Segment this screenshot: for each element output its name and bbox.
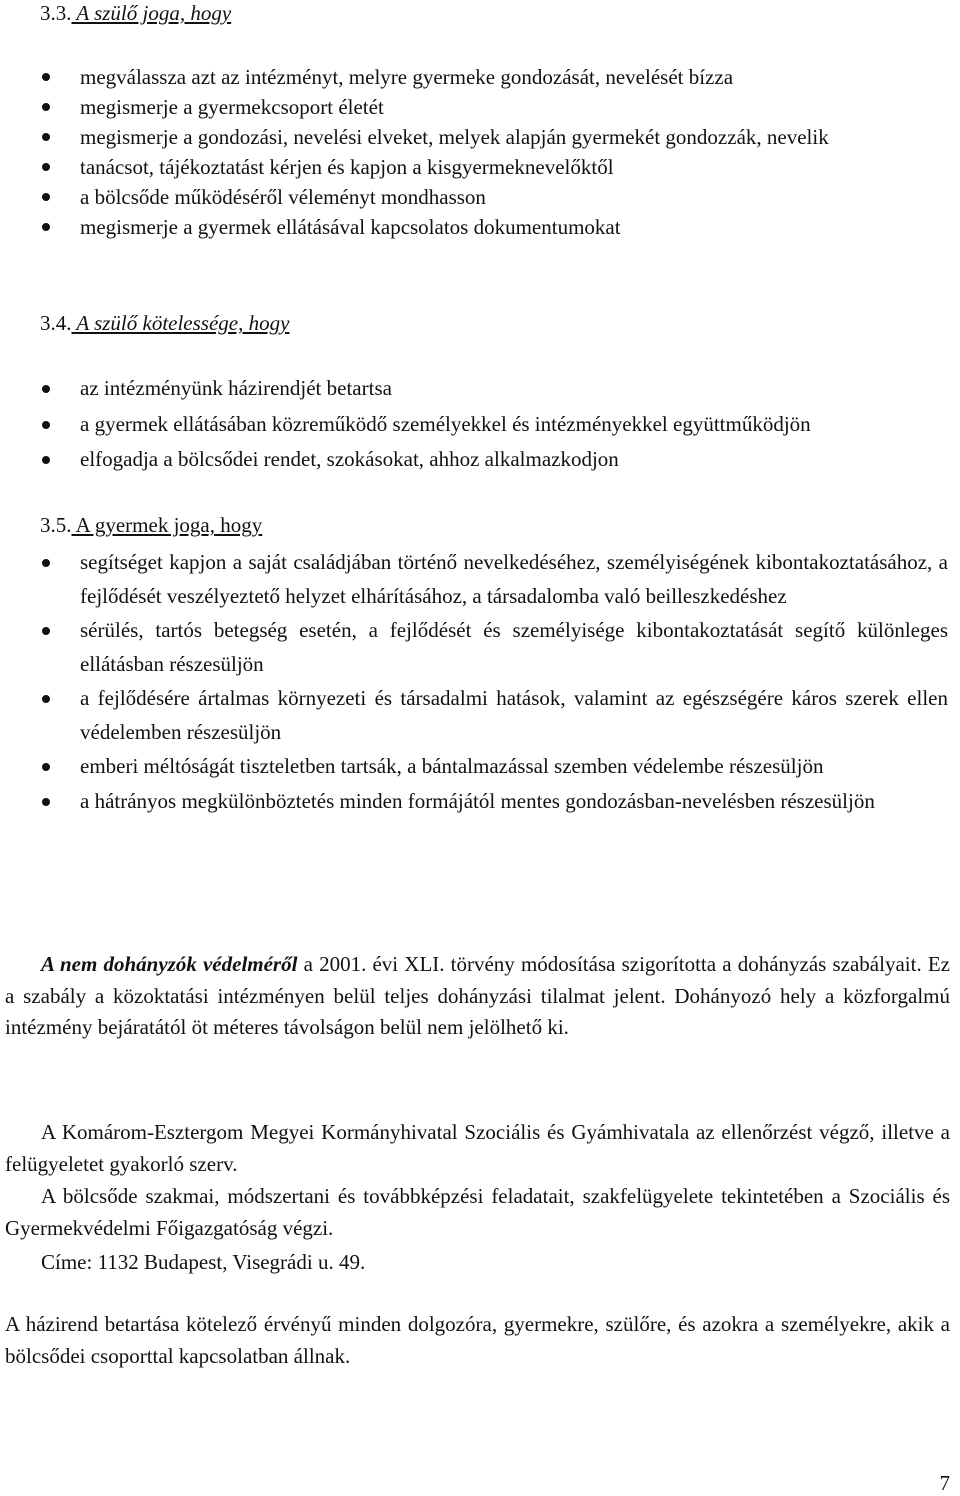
list-item: az intézményünk házirendjét betartsa (0, 371, 960, 407)
supervision-paragraph-2: A bölcsőde szakmai, módszertani és továbbképzési feladatait, szakfelügyelete tekintetében a Szociális és Gyermekvédelmi Főigazgatóság végzi. (5, 1184, 950, 1240)
bullet-icon (42, 385, 50, 393)
list-item: segítséget kapjon a saját családjában történő nevelkedéséhez, személyiségének kibontakoztatásához, a fejlődését veszélyeztető helyzet elhárításához, a társadalomba való beilleszkedéshez (0, 546, 960, 613)
section-title: A szülő joga, hogy (71, 1, 232, 25)
section-3-5-heading (40, 512, 262, 538)
section-number: 3.5. (40, 513, 72, 537)
bullet-icon (42, 421, 50, 429)
list-item: megismerje a gyermekcsoport életét (0, 92, 960, 122)
section-3-4-heading (40, 310, 289, 336)
bullet-icon (42, 559, 50, 567)
list-item: a fejlődésére ártalmas környezeti és társadalmi hatások, valamint az egészségére káros szerek ellen védelemben részesüljön (0, 682, 960, 749)
section-title: A gyermek joga, hogy (71, 513, 263, 537)
bullet-icon (42, 73, 50, 81)
parent-rights-list (0, 62, 960, 242)
bullet-icon (42, 627, 50, 635)
list-item: tanácsot, tájékoztatást kérjen és kapjon a kisgyermeknevelőktől (0, 152, 960, 182)
closing-paragraph: A házirend betartása kötelező érvényű minden dolgozóra, gyermekre, szülőre, és azokra a személyekre, akik a bölcsődei csoporttal kapcsolatban állnak. (5, 1312, 950, 1368)
bullet-icon (42, 163, 50, 171)
list-item: megismerje a gondozási, nevelési elveket, melyek alapján gyermekét gondozzák, nevelik (0, 122, 960, 152)
bullet-icon (42, 133, 50, 141)
supervision-paragraph-1: A Komárom-Esztergom Megyei Kormányhivatal Szociális és Gyámhivatala az ellenőrzést végző, illetve a felügyeletet gyakorló szerv. (5, 1120, 950, 1176)
list-item: a gyermek ellátásában közreműködő személyekkel és intézményekkel együttműködjön (0, 407, 960, 443)
child-rights-list (0, 546, 960, 819)
list-item: megismerje a gyermek ellátásával kapcsolatos dokumentumokat (0, 212, 960, 242)
smoking-text: a 2001. évi XLI. törvény módosítása szigorította a dohányzás szabályait. Ez a szabály a közoktatási intézményen belül teljes dohányzási tilalmat jelent. Dohányozó hely a közforgalmú intézmény bejáratától öt méteres távolságon belül nem jelölhető ki. (5, 952, 950, 1039)
bullet-icon (42, 223, 50, 231)
parent-duties-list (0, 371, 960, 478)
bullet-icon (42, 763, 50, 771)
section-title: A szülő kötelessége, hogy (71, 311, 290, 335)
bullet-icon (42, 103, 50, 111)
section-3-3-heading (40, 0, 231, 26)
smoking-paragraph (5, 949, 950, 1044)
bullet-icon (42, 695, 50, 703)
section-number: 3.4. (40, 311, 72, 335)
smoking-lead: A nem dohányzók védelméről (41, 952, 298, 976)
list-item: sérülés, tartós betegség esetén, a fejlődését és személyisége kibontakoztatását segítő különleges ellátásban részesüljön (0, 614, 960, 681)
address-line: Címe: 1132 Budapest, Visegrádi u. 49. (41, 1250, 366, 1274)
bullet-icon (42, 798, 50, 806)
bullet-icon (42, 193, 50, 201)
section-number: 3.3. (40, 1, 72, 25)
page-number: 7 (939, 1471, 950, 1495)
list-item: elfogadja a bölcsődei rendet, szokásokat, ahhoz alkalmazkodjon (0, 442, 960, 478)
list-item: a bölcsőde működéséről véleményt mondhasson (0, 182, 960, 212)
list-item: megválassza azt az intézményt, melyre gyermeke gondozását, nevelését bízza (0, 62, 960, 92)
list-item: a hátrányos megkülönböztetés minden formájától mentes gondozásban-nevelésben részesüljön (0, 785, 960, 819)
list-item: emberi méltóságát tiszteletben tartsák, a bántalmazással szemben védelembe részesüljön (0, 750, 960, 784)
bullet-icon (42, 456, 50, 464)
